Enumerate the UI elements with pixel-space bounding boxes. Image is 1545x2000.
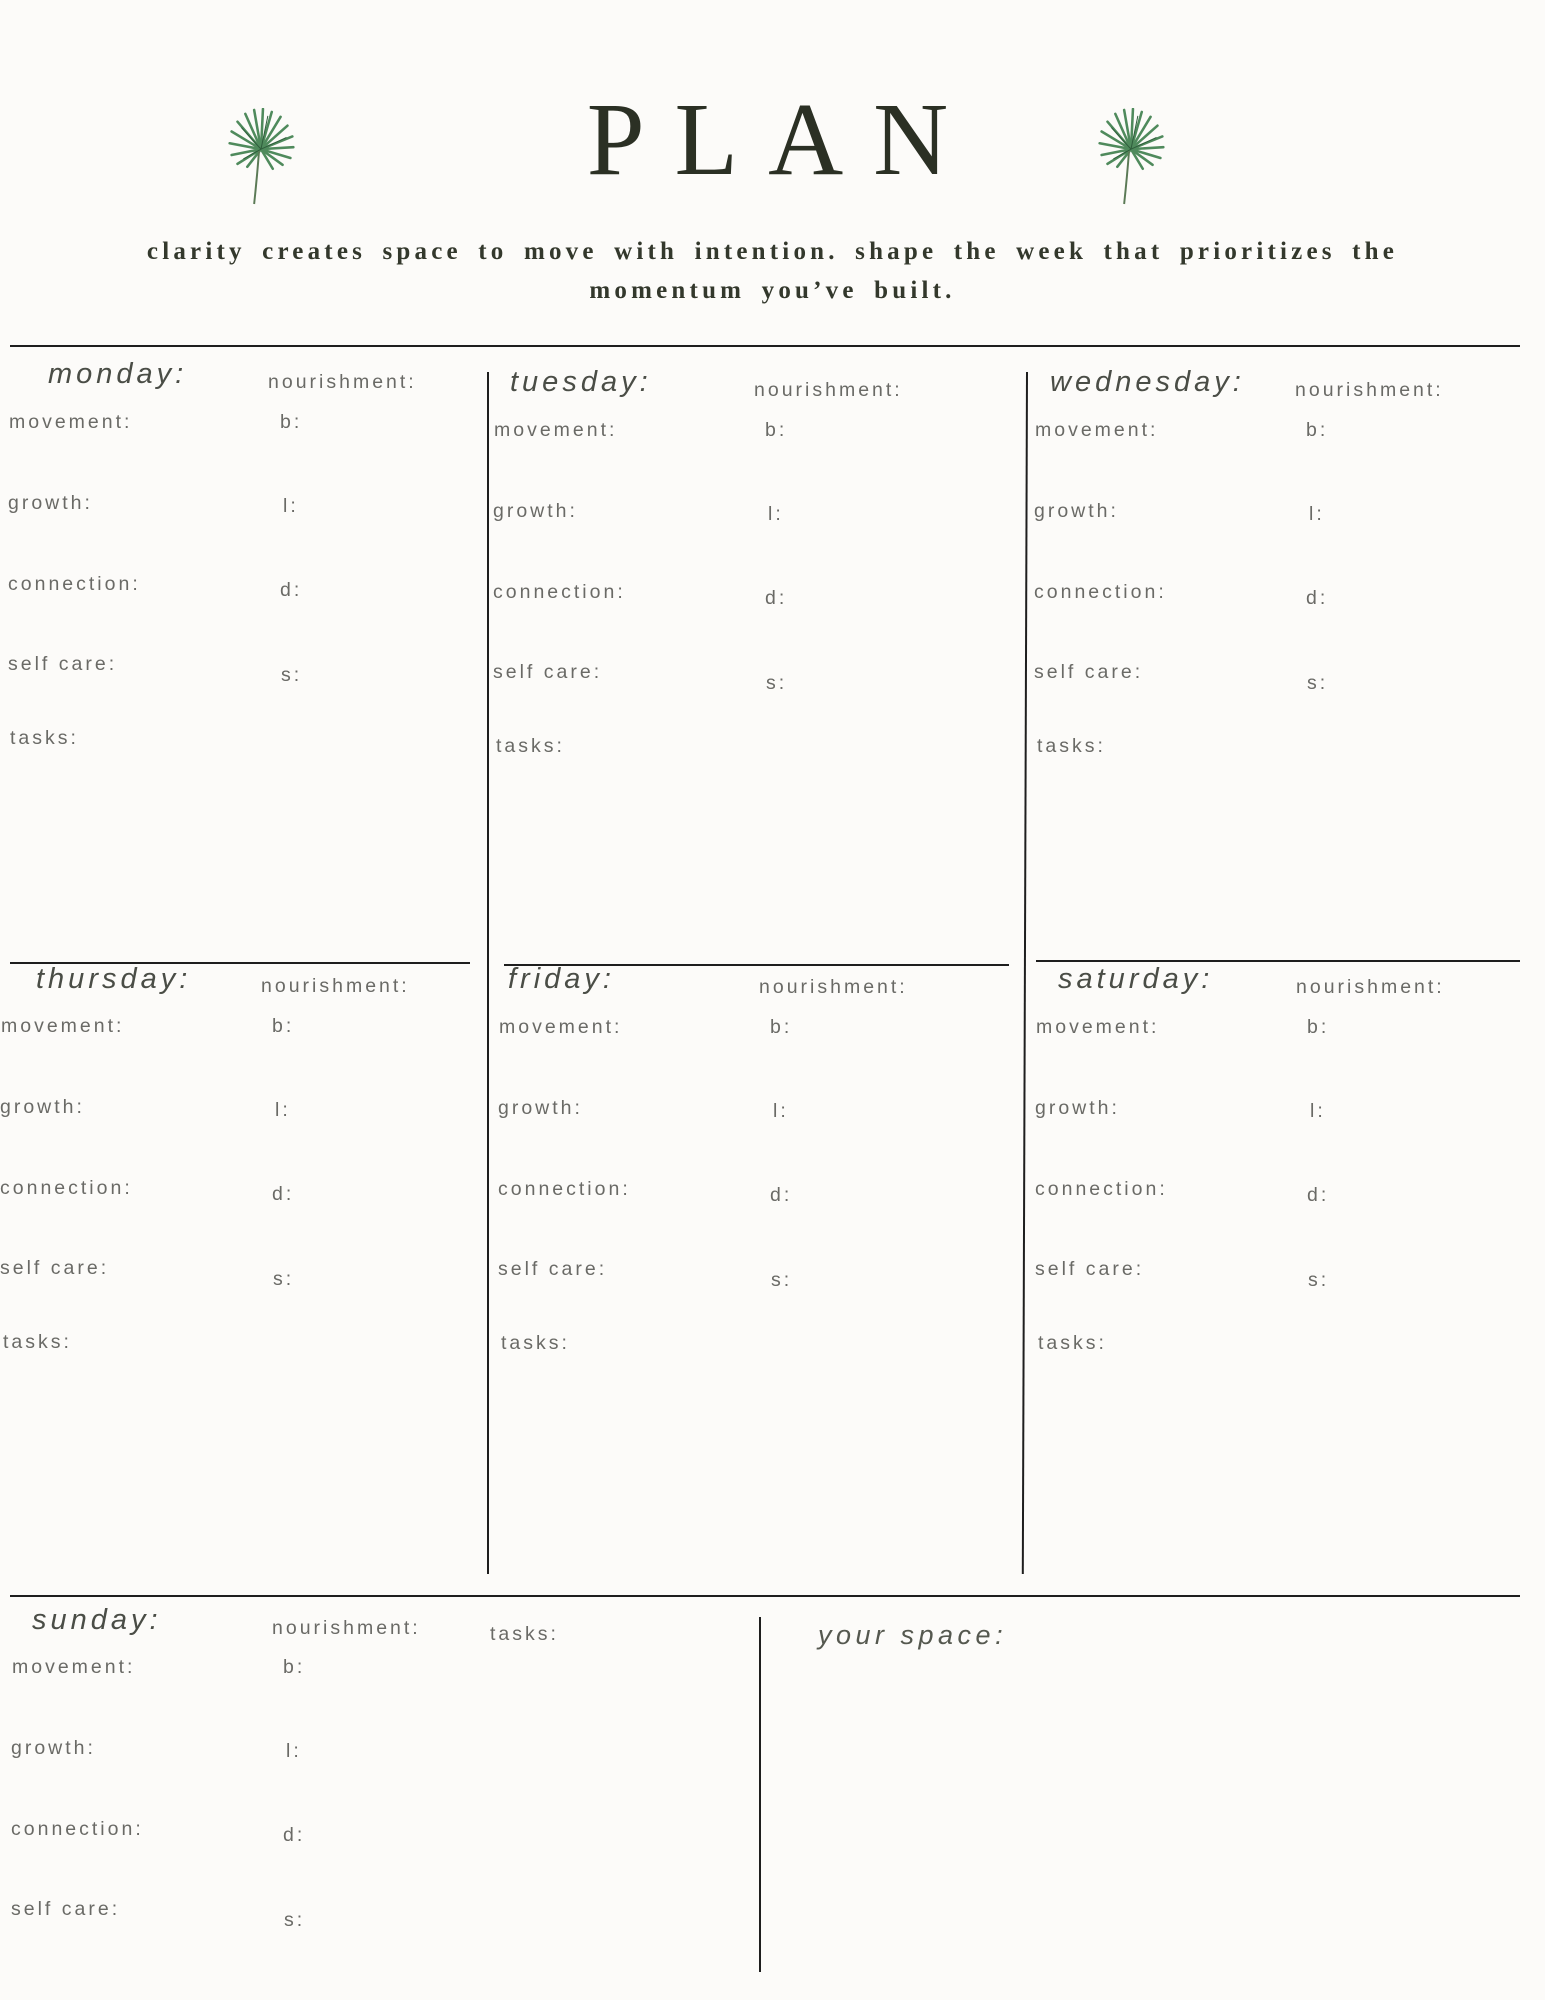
self-care-label: self care: bbox=[0, 1257, 110, 1279]
growth-label: growth: bbox=[0, 1096, 85, 1118]
divider-top bbox=[10, 345, 1520, 347]
dinner-label: d: bbox=[280, 579, 303, 601]
nourishment-label: nourishment: bbox=[261, 975, 410, 997]
lunch-label: l: bbox=[283, 495, 299, 517]
tasks-label: tasks: bbox=[1038, 1332, 1107, 1354]
growth-label: growth: bbox=[8, 492, 93, 514]
connection-label: connection: bbox=[1035, 1178, 1168, 1200]
breakfast-label: b: bbox=[1307, 1016, 1330, 1038]
day-title-tuesday: tuesday: bbox=[510, 366, 652, 398]
lunch-label: l: bbox=[286, 1740, 302, 1762]
snack-label: s: bbox=[771, 1269, 793, 1291]
lunch-label: l: bbox=[1309, 503, 1325, 525]
movement-label: movement: bbox=[1036, 1016, 1160, 1038]
dinner-label: d: bbox=[283, 1824, 306, 1846]
growth-label: growth: bbox=[498, 1097, 583, 1119]
nourishment-label: nourishment: bbox=[268, 371, 417, 393]
day-title-monday: monday: bbox=[48, 358, 188, 390]
tasks-label: tasks: bbox=[501, 1332, 570, 1354]
lunch-label: l: bbox=[768, 503, 784, 525]
movement-label: movement: bbox=[499, 1016, 623, 1038]
snack-label: s: bbox=[284, 1909, 306, 1931]
snack-label: s: bbox=[766, 672, 788, 694]
self-care-label: self care: bbox=[493, 661, 603, 683]
nourishment-label: nourishment: bbox=[754, 379, 903, 401]
movement-label: movement: bbox=[9, 411, 133, 433]
subtitle-line-2: momentum you’ve built. bbox=[589, 277, 956, 304]
your-space-title: your space: bbox=[818, 1620, 1008, 1650]
snack-label: s: bbox=[1308, 1269, 1330, 1291]
lunch-label: l: bbox=[1310, 1100, 1326, 1122]
nourishment-label: nourishment: bbox=[272, 1617, 421, 1639]
growth-label: growth: bbox=[493, 500, 578, 522]
movement-label: movement: bbox=[12, 1656, 136, 1678]
growth-label: growth: bbox=[11, 1737, 96, 1759]
nourishment-label: nourishment: bbox=[1296, 976, 1445, 998]
tasks-label: tasks: bbox=[10, 727, 79, 749]
growth-label: growth: bbox=[1034, 500, 1119, 522]
connection-label: connection: bbox=[0, 1177, 133, 1199]
tasks-label: tasks: bbox=[3, 1331, 72, 1353]
palm-leaf-icon bbox=[1090, 108, 1172, 206]
movement-label: movement: bbox=[1035, 419, 1159, 441]
page-title: PLAN bbox=[586, 82, 979, 197]
snack-label: s: bbox=[281, 664, 303, 686]
breakfast-label: b: bbox=[280, 411, 303, 433]
subtitle bbox=[60, 232, 1485, 310]
connection-label: connection: bbox=[8, 573, 141, 595]
dinner-label: d: bbox=[765, 587, 788, 609]
day-title-thursday: thursday: bbox=[36, 963, 192, 995]
growth-label: growth: bbox=[1035, 1097, 1120, 1119]
movement-label: movement: bbox=[1, 1015, 125, 1037]
nourishment-label: nourishment: bbox=[1295, 379, 1444, 401]
divider-vertical-right bbox=[1022, 372, 1028, 1574]
divider-row-right bbox=[1036, 960, 1520, 962]
dinner-label: d: bbox=[1306, 587, 1329, 609]
divider-bottom bbox=[10, 1595, 1520, 1597]
connection-label: connection: bbox=[11, 1818, 144, 1840]
snack-label: s: bbox=[1307, 672, 1329, 694]
movement-label: movement: bbox=[494, 419, 618, 441]
self-care-label: self care: bbox=[1034, 661, 1144, 683]
tasks-label: tasks: bbox=[1037, 735, 1106, 757]
nourishment-label: nourishment: bbox=[759, 976, 908, 998]
breakfast-label: b: bbox=[283, 1656, 306, 1678]
self-care-label: self care: bbox=[8, 653, 118, 675]
connection-label: connection: bbox=[493, 581, 626, 603]
connection-label: connection: bbox=[1034, 581, 1167, 603]
day-title-wednesday: wednesday: bbox=[1050, 366, 1245, 398]
breakfast-label: b: bbox=[1306, 419, 1329, 441]
breakfast-label: b: bbox=[770, 1016, 793, 1038]
connection-label: connection: bbox=[498, 1178, 631, 1200]
day-title-friday: friday: bbox=[508, 963, 615, 995]
divider-vertical-bottom bbox=[759, 1617, 761, 1972]
palm-leaf-icon bbox=[220, 108, 302, 206]
breakfast-label: b: bbox=[765, 419, 788, 441]
dinner-label: d: bbox=[770, 1184, 793, 1206]
lunch-label: l: bbox=[773, 1100, 789, 1122]
tasks-label: tasks: bbox=[496, 735, 565, 757]
dinner-label: d: bbox=[1307, 1184, 1330, 1206]
divider-vertical-left bbox=[487, 372, 489, 1574]
dinner-label: d: bbox=[272, 1183, 295, 1205]
self-care-label: self care: bbox=[498, 1258, 608, 1280]
subtitle-line-1: clarity creates space to move with intention. shape the week that prioritizes the bbox=[146, 238, 1399, 265]
day-title-saturday: saturday: bbox=[1058, 963, 1214, 995]
self-care-label: self care: bbox=[11, 1898, 121, 1920]
breakfast-label: b: bbox=[272, 1015, 295, 1037]
day-title-sunday: sunday: bbox=[32, 1604, 162, 1636]
snack-label: s: bbox=[273, 1268, 295, 1290]
tasks-label: tasks: bbox=[490, 1623, 559, 1645]
self-care-label: self care: bbox=[1035, 1258, 1145, 1280]
lunch-label: l: bbox=[275, 1099, 291, 1121]
